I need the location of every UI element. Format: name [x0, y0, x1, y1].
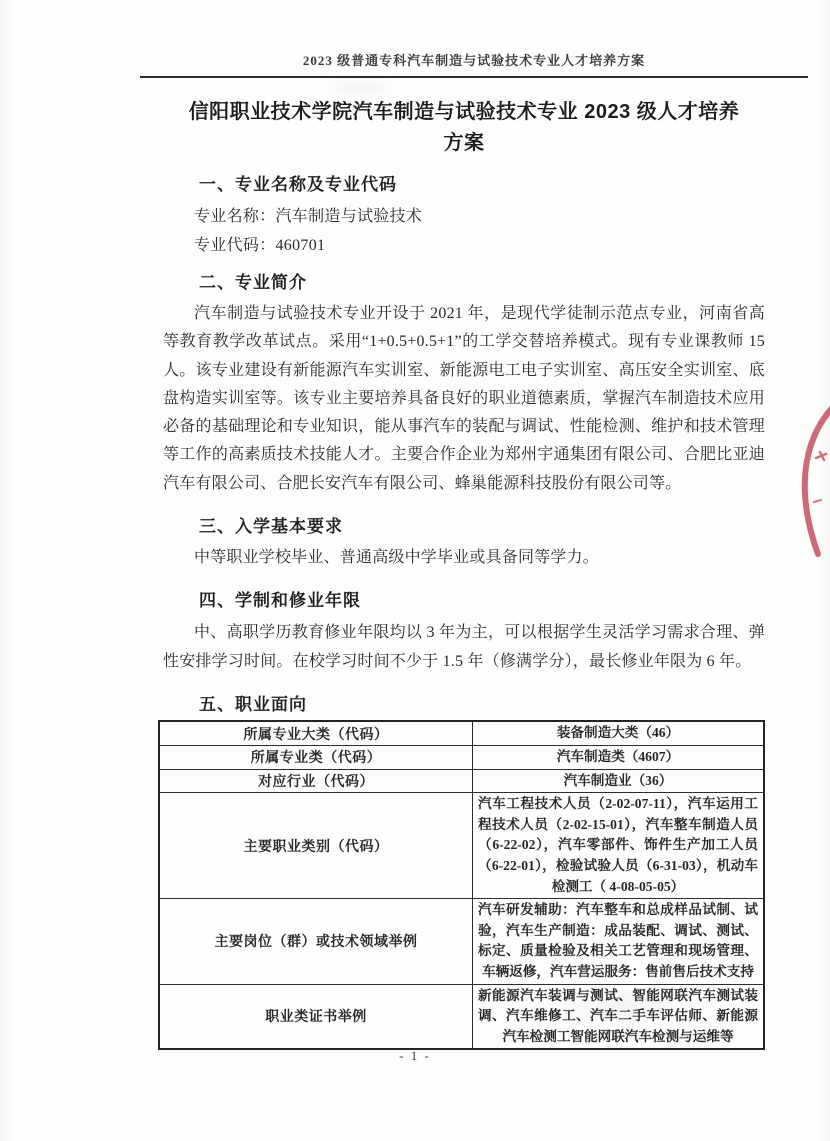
- row-value-cell: 汽车研发辅助：汽车整车和总成样品试制、试验，汽车生产制造：成品装配、调试、测试、标定、质量检验及相关工艺管理和现场管理、车辆返修，汽车营运服务：售前售后技术支持: [473, 899, 765, 984]
- table-row: [159, 721, 764, 745]
- row-label-cell: 所属专业类（代码）: [159, 745, 473, 769]
- section-heading-3: 三、入学基本要求: [199, 517, 343, 537]
- row-value-cell: 汽车制造业（36）: [473, 769, 765, 793]
- row-label-cell: 主要职业类别（代码）: [159, 793, 473, 899]
- document-title: 信阳职业技术学院汽车制造与试验技术专业 2023 级人才培养方案: [188, 101, 740, 154]
- row-value-cell: 汽车制造类（4607）: [473, 745, 765, 769]
- row-value-cell: 装备制造大类（46）: [473, 721, 765, 745]
- row-label-cell: 所属专业大类（代码）: [159, 721, 473, 745]
- major-intro-paragraph: 汽车制造与试验技术专业开设于 2021 年，是现代学徒制示范点专业，河南省高等教育教学改革试点。采用“1+0.5+0.5+1”的工学交替培养模式。现有专业课教师 15 人。该专业建设有新能源汽车实训室、新能源电工电子实训室、高压安全实训室、底盘构造实训室等。该专业主要培养具备良好的职业道德素质，掌握汽车制造技术应用必备的基础理论和专业知识，能从事汽车的装配与调试、性能检测、维护和技术管理等工作的高素质技术技能人才。主要合作企业为郑州宇通集团有限公司、合肥比亚迪汽车有限公司、合肥长安汽车有限公司、蜂巢能源科技股份有限公司等。: [163, 305, 765, 492]
- table-row: [159, 745, 764, 769]
- table-row: [159, 793, 764, 899]
- page-number: - 1 -: [399, 1048, 431, 1063]
- table-row: [159, 769, 764, 793]
- section-heading-2: 二、专业简介: [199, 273, 307, 292]
- section-heading-5: 五、职业面向: [199, 695, 307, 715]
- red-stamp-edge-icon: [792, 402, 830, 562]
- row-label-cell: 主要岗位（群）或技术领域举例: [159, 899, 473, 984]
- major-name-code-block: [163, 203, 765, 260]
- table-row: [159, 984, 764, 1049]
- row-label-cell: 对应行业（代码）: [159, 769, 473, 793]
- running-header: 2023 级普通专科汽车制造与试验技术专业人才培养方案: [140, 50, 808, 78]
- study-duration-paragraph: 中、高职学历教育修业年限均以 3 年为主，可以根据学生灵活学习需求合理、弹性安排学习时间。在校学习时间不少于 1.5 年（修满学分），最长修业年限为 6 年。: [163, 624, 765, 671]
- row-label-cell: 职业类证书举例: [159, 984, 473, 1049]
- table-row: [159, 899, 764, 984]
- entry-requirements-paragraph: 中等职业学校毕业、普通高级中学毕业或具备同等学力。: [194, 549, 600, 567]
- section-heading-4: 四、学制和修业年限: [199, 591, 361, 611]
- section-heading-1: 一、专业名称及专业代码: [199, 175, 397, 194]
- major-code-line: 专业代码：460701: [194, 236, 326, 254]
- document-body: [163, 97, 765, 1050]
- major-name-line: 专业名称：汽车制造与试验技术: [194, 208, 423, 225]
- career-orientation-table: [158, 720, 765, 1050]
- row-value-cell: 汽车工程技术人员（2-02-07-11），汽车运用工程技术人员（2-02-15-01），汽车整车制造人员（6-22-02），汽车零部件、饰件生产加工人员（6-22-01），检验试验人员（6-31-03），机动车检测工（ 4-08-05-05）: [473, 793, 765, 899]
- row-value-cell: 新能源汽车装调与测试、智能网联汽车测试装调、汽车维修工、汽车二手车评估师、新能源汽车检测工智能网联汽车检测与运维等: [473, 984, 765, 1049]
